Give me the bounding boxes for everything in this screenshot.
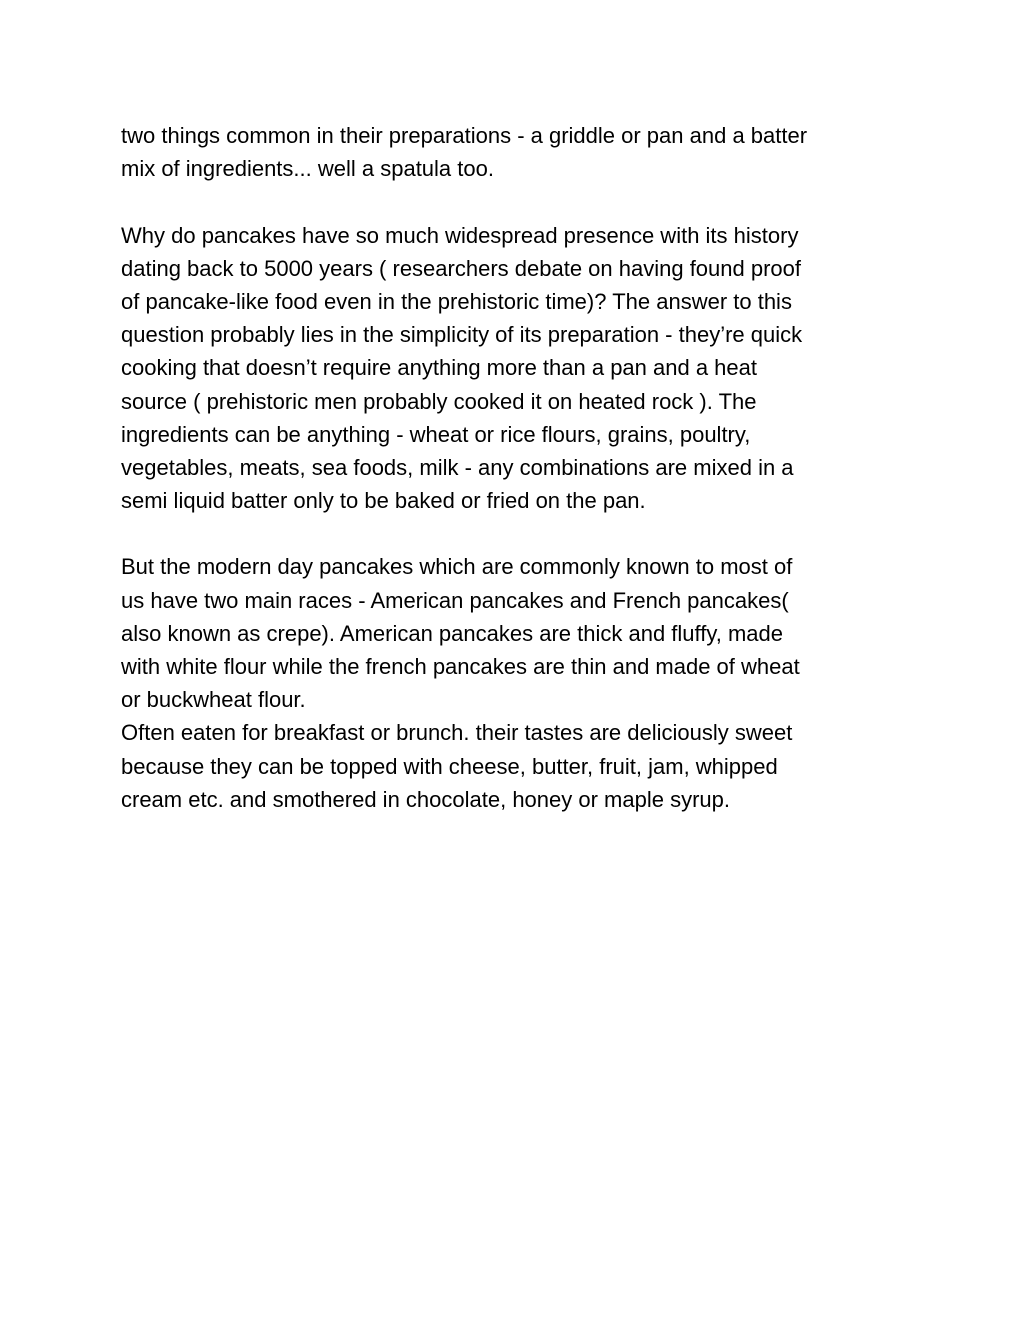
text-line: us have two main races - American pancakes and French pancakes( (121, 587, 789, 613)
text-line: ingredients can be anything - wheat or rice flours, grains, poultry, (121, 421, 751, 447)
text-line: But the modern day pancakes which are commonly known to most of (121, 554, 793, 580)
text-line: Why do pancakes have so much widespread presence with its history (121, 222, 799, 248)
document-body (121, 119, 921, 816)
text-line: two things common in their preparations - a griddle or pan and a batter (121, 123, 808, 148)
paragraph-4 (121, 716, 921, 816)
text-line: Often eaten for breakfast or brunch. their tastes are deliciously sweet (121, 720, 793, 746)
text-line: question probably lies in the simplicity of its preparation - they’re quick (121, 322, 803, 348)
text-line: because they can be topped with cheese, butter, fruit, jam, whipped (121, 753, 778, 779)
paragraph-spacer (121, 517, 921, 550)
text-line: cooking that doesn’t require anything more than a pan and a heat (121, 355, 758, 381)
text-line: vegetables, meats, sea foods, milk - any combinations are mixed in a (121, 454, 794, 480)
text-line: source ( prehistoric men probably cooked it on heated rock ). The (121, 388, 757, 414)
paragraph-3 (121, 550, 921, 716)
text-line: mix of ingredients... well a spatula too. (121, 156, 494, 182)
text-line: also known as crepe). American pancakes are thick and fluffy, made (121, 620, 783, 646)
text-line: semi liquid batter only to be baked or fried on the pan. (121, 488, 646, 514)
text-line: of pancake-like food even in the prehistoric time)? The answer to this (121, 288, 792, 314)
text-line: or buckwheat flour. (121, 687, 306, 713)
paragraph-1 (121, 119, 921, 185)
text-line: with white flour while the french pancakes are thin and made of wheat (121, 654, 800, 679)
text-line: dating back to 5000 years ( researchers debate on having found proof (121, 255, 802, 281)
paragraph-spacer (121, 185, 921, 218)
text-line: cream etc. and smothered in chocolate, honey or maple syrup. (121, 786, 730, 812)
paragraph-2 (121, 219, 921, 518)
